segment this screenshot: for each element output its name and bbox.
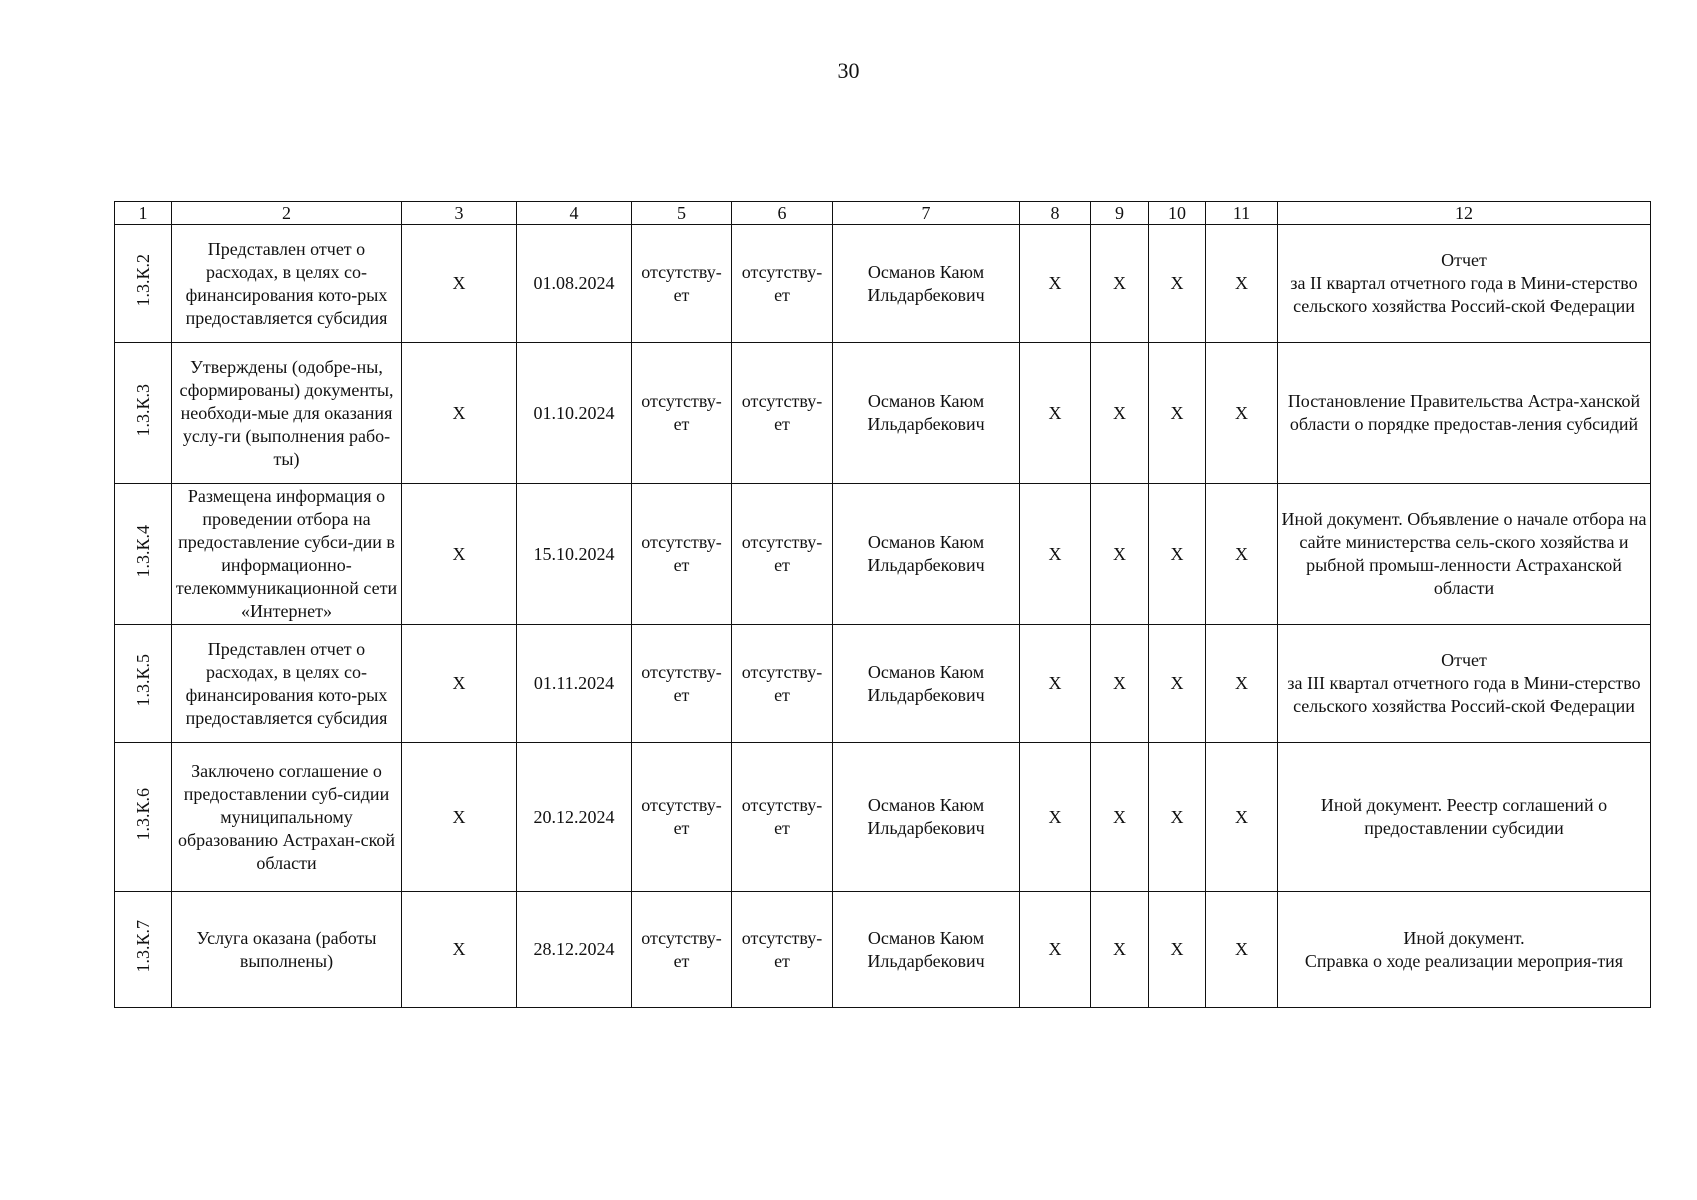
col5-value: отсутству-ет [632,743,732,892]
table-row [115,743,1651,892]
document-description: Иной документ. Реестр соглашений о предоставлении субсидии [1278,743,1651,892]
header-cell: 11 [1206,202,1278,225]
row-code: 1.3.К.4 [132,524,153,578]
date-value: 01.11.2024 [517,625,632,743]
responsible-person: Османов Каюм Ильдарбекович [833,892,1020,1008]
date-value: 28.12.2024 [517,892,632,1008]
col10-value: X [1149,743,1206,892]
header-cell: 10 [1149,202,1206,225]
row-code: 1.3.К.6 [132,787,153,841]
col5-value: отсутству-ет [632,484,732,625]
col9-value: X [1091,343,1149,484]
col11-value: X [1206,343,1278,484]
col3-value: X [402,484,517,625]
col8-value: X [1020,625,1091,743]
table-row [115,343,1651,484]
date-value: 20.12.2024 [517,743,632,892]
header-cell: 4 [517,202,632,225]
table-row [115,225,1651,343]
date-value: 15.10.2024 [517,484,632,625]
responsible-person: Османов Каюм Ильдарбекович [833,625,1020,743]
col9-value: X [1091,743,1149,892]
col5-value: отсутству-ет [632,343,732,484]
col9-value: X [1091,484,1149,625]
col6-value: отсутству-ет [732,625,833,743]
col11-value: X [1206,484,1278,625]
col3-value: X [402,743,517,892]
date-value: 01.10.2024 [517,343,632,484]
header-cell: 1 [115,202,172,225]
responsible-person: Османов Каюм Ильдарбекович [833,343,1020,484]
col8-value: X [1020,484,1091,625]
col9-value: X [1091,625,1149,743]
col6-value: отсутству-ет [732,225,833,343]
row-name: Представлен отчет о расходах, в целях со-финансирования кото-рых предоставляется субсидия [172,625,402,743]
table-row [115,484,1651,625]
row-code: 1.3.К.2 [132,254,153,307]
table-row [115,892,1651,1008]
col11-value: X [1206,892,1278,1008]
header-row [115,202,1651,225]
row-code-cell [115,225,172,343]
header-cell: 12 [1278,202,1651,225]
document-description: Иной документ. Справка о ходе реализации мероприя-тия [1278,892,1651,1008]
row-code: 1.3.К.5 [132,654,153,707]
row-name: Утверждены (одобре-ны, сформированы) документы, необходи-мые для оказания услу-ги (выполнения рабо-ты) [172,343,402,484]
header-cell: 7 [833,202,1020,225]
col6-value: отсутству-ет [732,484,833,625]
responsible-person: Османов Каюм Ильдарбекович [833,743,1020,892]
col10-value: X [1149,343,1206,484]
row-name: Размещена информация о проведении отбора на предоставление субси-дии в информационно-телекоммуникационной сети «Интернет» [172,484,402,625]
col8-value: X [1020,343,1091,484]
row-code-cell [115,892,172,1008]
header-cell: 3 [402,202,517,225]
col10-value: X [1149,484,1206,625]
header-cell: 9 [1091,202,1149,225]
row-name: Представлен отчет о расходах, в целях со-финансирования кото-рых предоставляется субсидия [172,225,402,343]
row-code-cell [115,484,172,625]
col11-value: X [1206,625,1278,743]
col3-value: X [402,625,517,743]
table-row [115,625,1651,743]
page-number: 30 [837,58,860,83]
col8-value: X [1020,892,1091,1008]
col3-value: X [402,343,517,484]
col5-value: отсутству-ет [632,625,732,743]
col5-value: отсутству-ет [632,225,732,343]
col3-value: X [402,225,517,343]
row-code: 1.3.К.3 [132,383,153,437]
responsible-person: Османов Каюм Ильдарбекович [833,484,1020,625]
control-points-table [114,201,1651,1008]
col5-value: отсутству-ет [632,892,732,1008]
col9-value: X [1091,892,1149,1008]
col10-value: X [1149,892,1206,1008]
document-description: Иной документ. Объявление о начале отбора на сайте министерства сель-ского хозяйства и рыбной промыш-ленности Астраханской области [1278,484,1651,625]
responsible-person: Османов Каюм Ильдарбекович [833,225,1020,343]
col6-value: отсутству-ет [732,892,833,1008]
header-cell: 6 [732,202,833,225]
col11-value: X [1206,225,1278,343]
document-description: Отчет за III квартал отчетного года в Мини-стерство сельского хозяйства Россий-ской Федерации [1278,625,1651,743]
header-cell: 5 [632,202,732,225]
col6-value: отсутству-ет [732,743,833,892]
row-code-cell [115,743,172,892]
row-code-cell [115,343,172,484]
col10-value: X [1149,225,1206,343]
row-code-cell [115,625,172,743]
document-description: Постановление Правительства Астра-ханской области о порядке предостав-ления субсидий [1278,343,1651,484]
row-name: Заключено соглашение о предоставлении суб-сидии муниципальному образованию Астрахан-ской области [172,743,402,892]
header-cell: 8 [1020,202,1091,225]
row-name: Услуга оказана (работы выполнены) [172,892,402,1008]
col3-value: X [402,892,517,1008]
document-description: Отчет за II квартал отчетного года в Мини-стерство сельского хозяйства Россий-ской Федерации [1278,225,1651,343]
col10-value: X [1149,625,1206,743]
row-code: 1.3.К.7 [132,920,153,973]
col6-value: отсутству-ет [732,343,833,484]
header-cell: 2 [172,202,402,225]
col8-value: X [1020,743,1091,892]
date-value: 01.08.2024 [517,225,632,343]
col11-value: X [1206,743,1278,892]
col8-value: X [1020,225,1091,343]
col9-value: X [1091,225,1149,343]
